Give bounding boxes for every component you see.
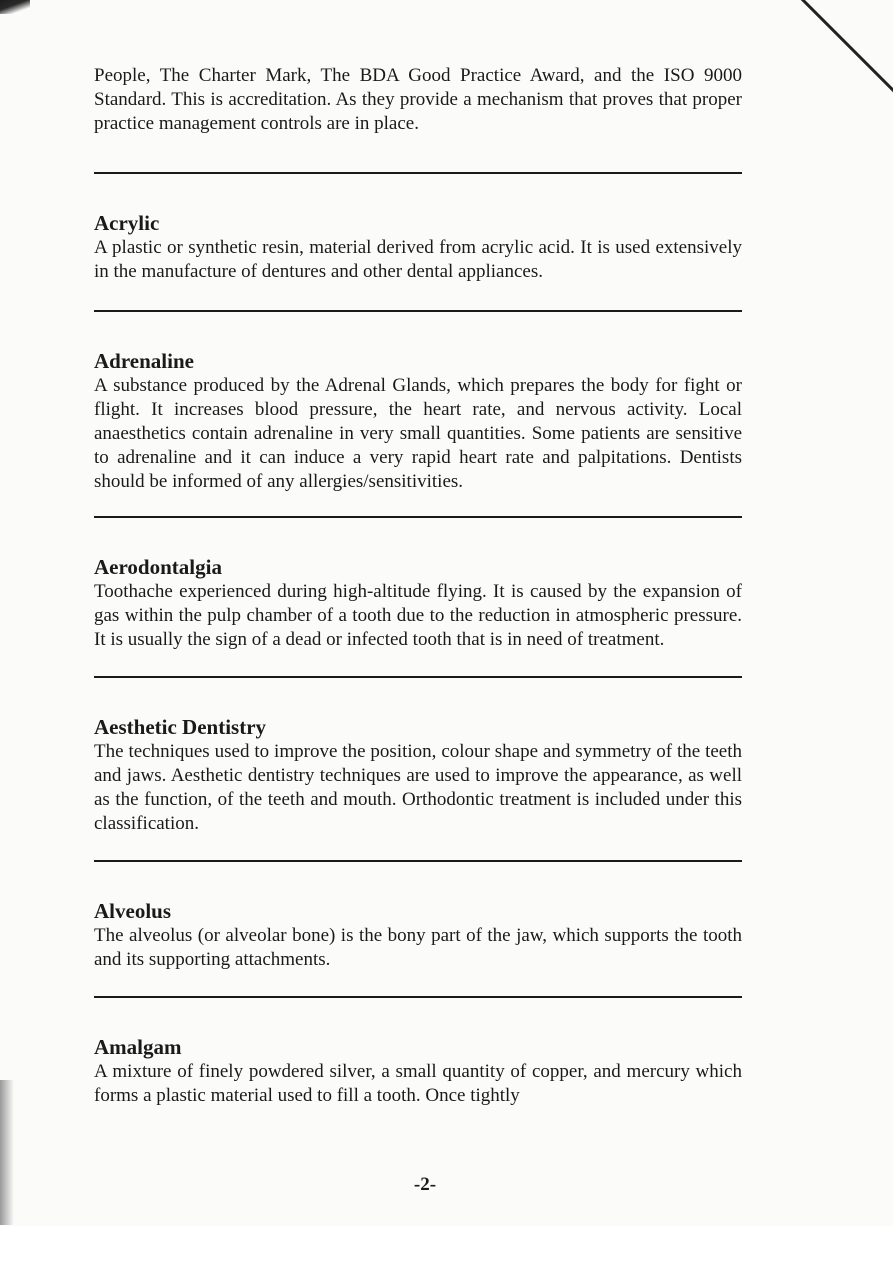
term-definition: A mixture of finely powdered silver, a small quantity of copper, and mercury which forms a plastic material used to fill a tooth. Once tightly: [94, 1061, 742, 1106]
term-definition: A substance produced by the Adrenal Glands, which prepares the body for fight or flight. It increases blood pressure, the heart rate, and nervous activity. Local anaesthetics contain adrenaline in very small quantities. Some patients are sensitive to adrenaline and it can induce a very rapid heart rate and palpitations. Dentists should be informed of any allergies/sensitivities.: [94, 375, 742, 492]
glossary-entry-adrenaline: [94, 348, 742, 494]
term-heading: Aerodontalgia: [94, 555, 222, 579]
scan-bottom-margin: [0, 1226, 893, 1263]
term-definition: The alveolus (or alveolar bone) is the bony part of the jaw, which supports the tooth and its supporting attachments.: [94, 925, 742, 970]
scan-corner-shadow: [0, 0, 30, 14]
term-definition: Toothache experienced during high-altitude flying. It is caused by the expansion of gas within the pulp chamber of a tooth due to the reduction in atmospheric pressure. It is usually the sign of a dead or infected tooth that is in need of treatment.: [94, 581, 742, 650]
glossary-entry-aesthetic-dentistry: [94, 714, 742, 836]
term-definition: A plastic or synthetic resin, material derived from acrylic acid. It is used extensively in the manufacture of dentures and other dental appliances.: [94, 237, 742, 282]
page-fold-line: [783, 0, 893, 110]
intro-text: People, The Charter Mark, The BDA Good Practice Award, and the ISO 9000 Standard. This is accreditation. As they provide a mechanism that proves that proper practice management controls are in place.: [94, 65, 742, 134]
intro-continuation: [94, 64, 742, 136]
glossary-entry-aerodontalgia: [94, 554, 742, 652]
term-heading: Amalgam: [94, 1035, 182, 1059]
glossary-entry-amalgam: [94, 1034, 742, 1108]
term-heading: Aesthetic Dentistry: [94, 715, 267, 739]
term-definition: The techniques used to improve the position, colour shape and symmetry of the teeth and jaws. Aesthetic dentistry techniques are used to improve the appearance, as well as the function, of the teeth and mouth. Orthodontic treatment is included under this classification.: [94, 741, 742, 834]
term-heading: Alveolus: [94, 899, 172, 923]
glossary-content: [94, 64, 742, 1108]
glossary-entry-acrylic: [94, 210, 742, 284]
scan-edge-shadow: [0, 1080, 14, 1225]
term-heading: Acrylic: [94, 211, 160, 235]
glossary-entry-alveolus: [94, 898, 742, 972]
term-heading: Adrenaline: [94, 349, 194, 373]
page-number: -2-: [413, 1174, 437, 1195]
